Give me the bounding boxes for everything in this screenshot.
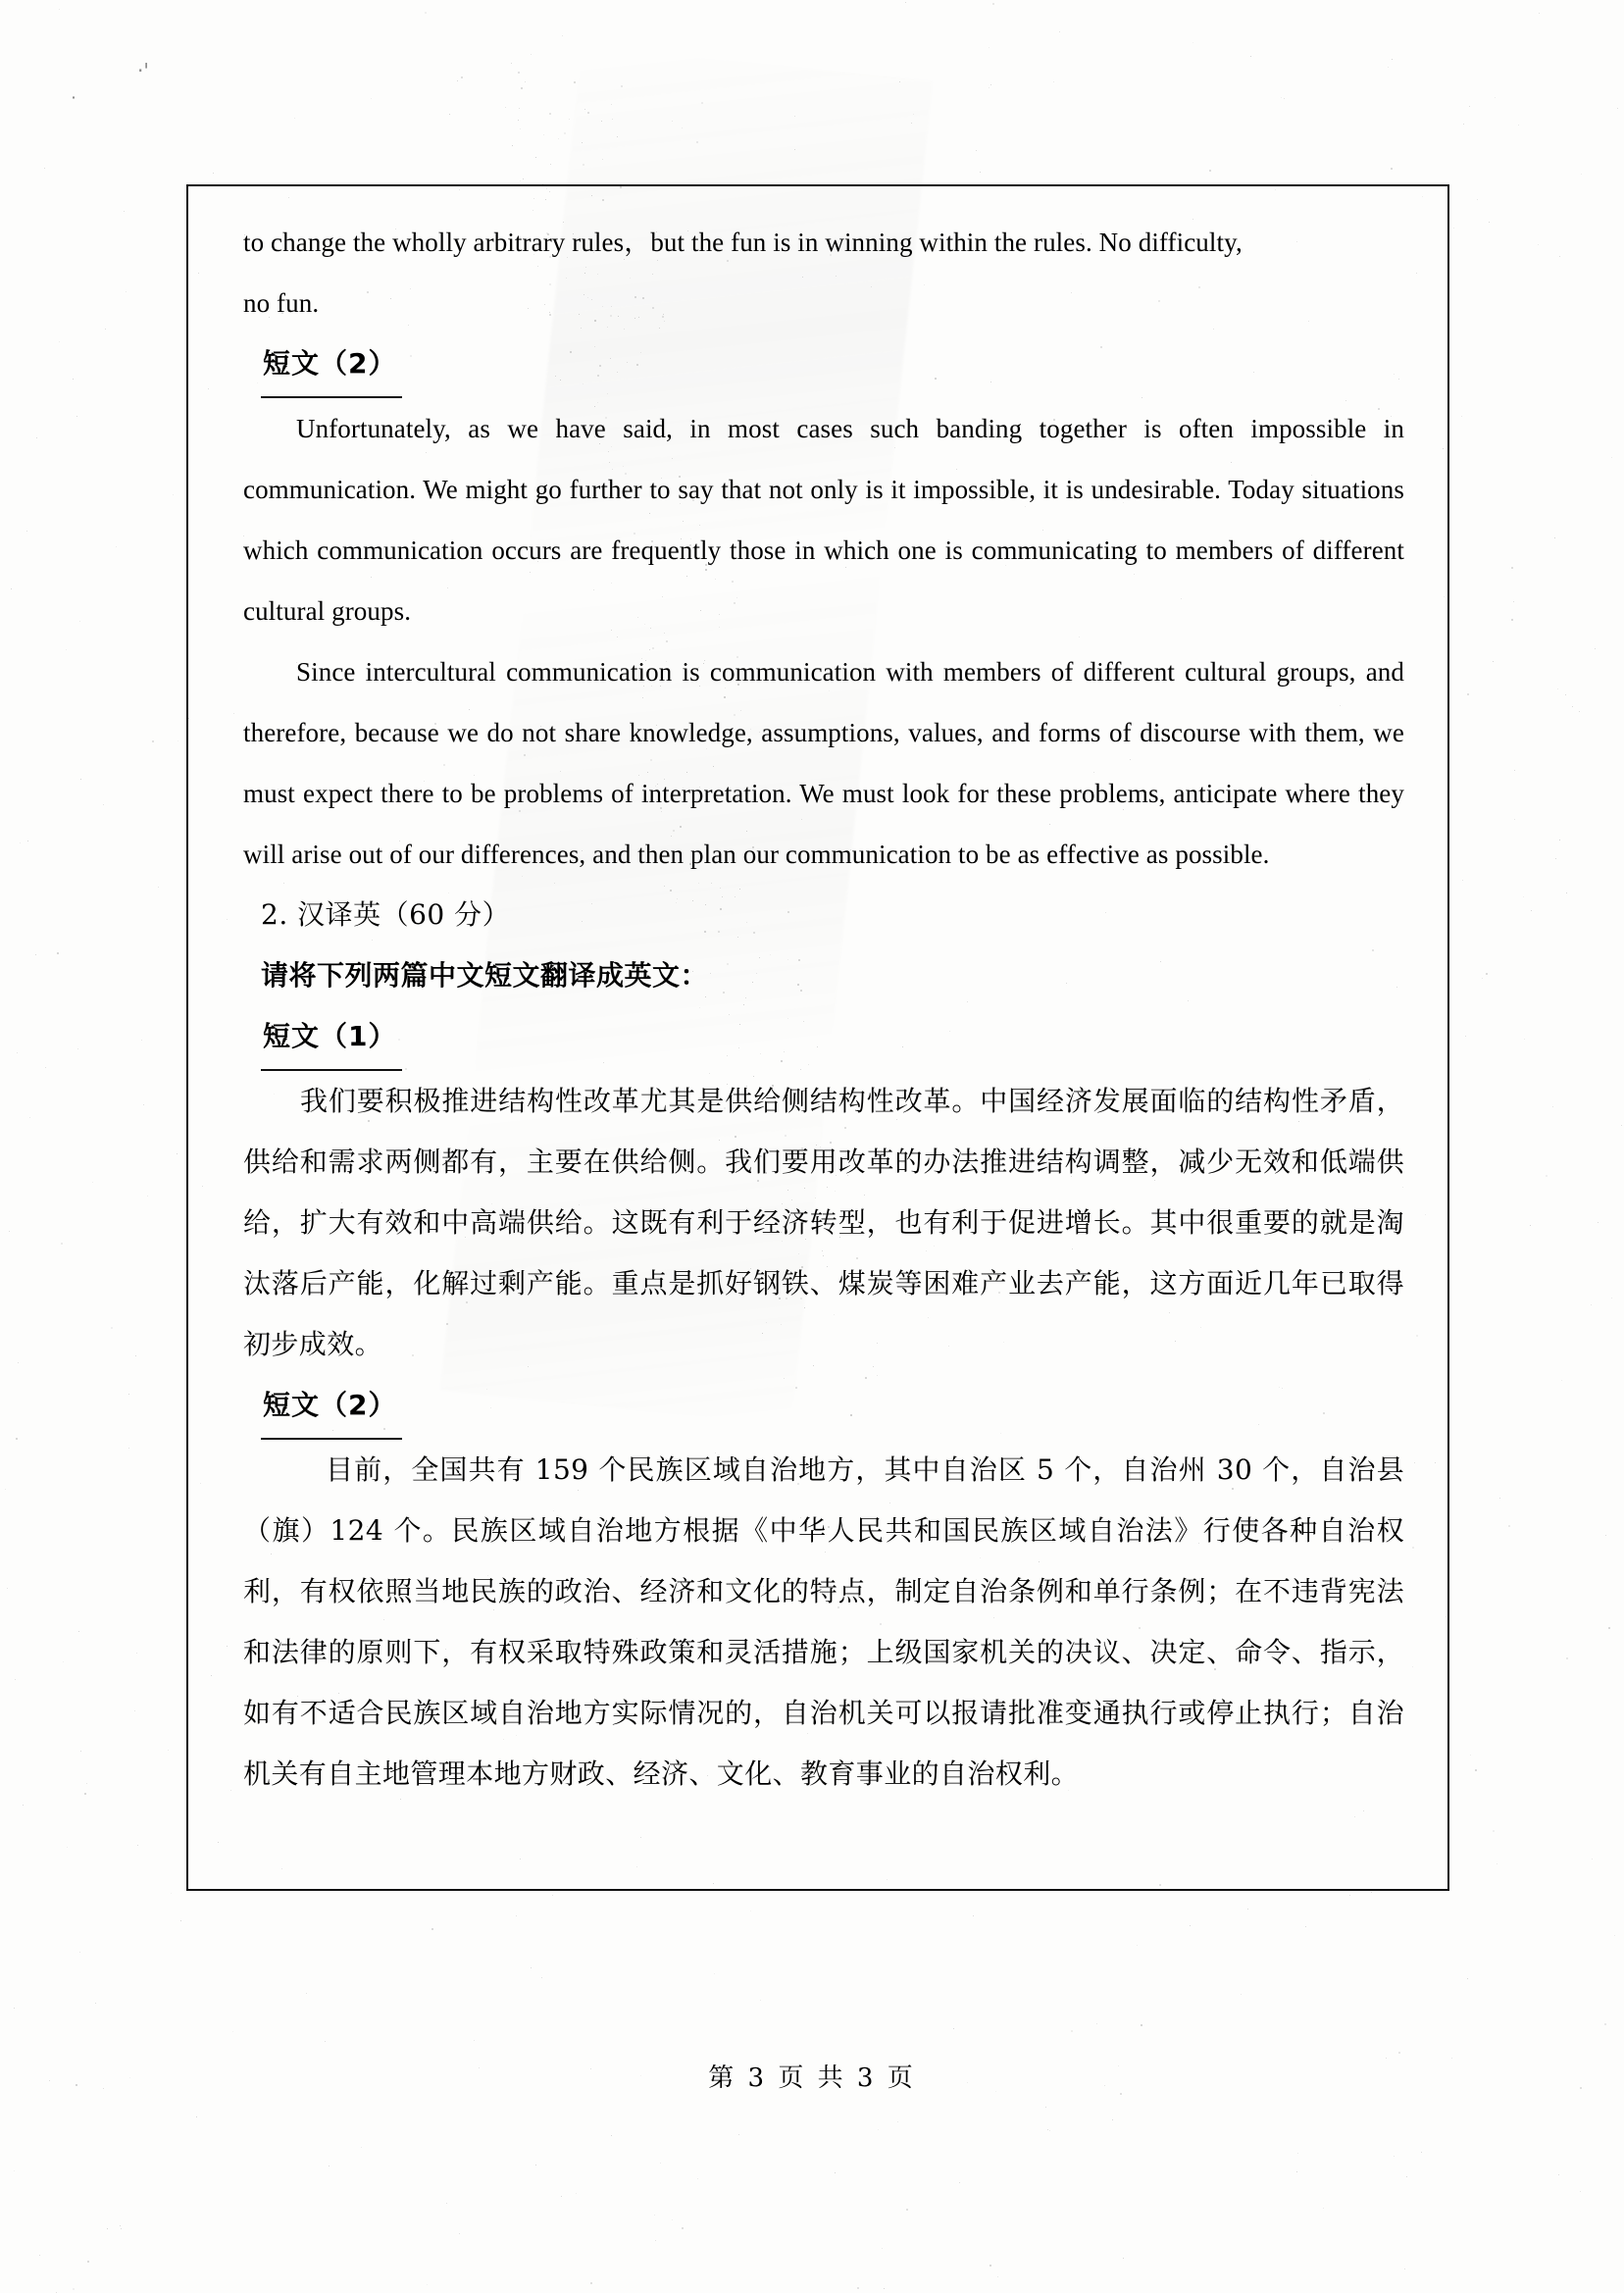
passage-2-label: 短文（2） [261, 333, 402, 398]
english-passage-2-paragraph-2: Since intercultural communication is communication with members of different cultural groups, and therefore, because we do not share knowledge, assumptions, values, and forms of discourse with them, we must expect there to be problems of interpretation. We must look for these problems, anticipate where they will arise out of our differences, and then plan our communication to be as effective as possible. [243, 657, 1404, 869]
margin-speck-2: ˙ [69, 93, 78, 117]
chinese-passage-2-label: 短文（2） [261, 1375, 402, 1440]
task-2-instruction: 请将下列两篇中文短文翻译成英文： [261, 959, 709, 992]
chinese-passage-1-text: 我们要积极推进结构性改革尤其是供给侧结构性改革。中国经济发展面临的结构性矛盾，供给和需求两侧都有，主要在供给侧。我们要用改革的办法推进结构调整，减少无效和低端供给，扩大有效和中高端供给。这既有利于经济转型，也有利于促进增长。其中很重要的就是淘汰落后产能，化解过剩产能。重点是抓好钢铁、煤炭等困难产业去产能，这方面近几年已取得初步成效。 [243, 1085, 1404, 1360]
margin-speck-1: ·' [137, 59, 149, 82]
english-passage-2-paragraph-1: Unfortunately, as we have said, in most cases such banding together is often impossible in communication. We might go further to say that not only is it impossible, it is undesirable. Today situations which communication occurs are frequently those in which one is communicating to members of different cultural groups. [243, 414, 1404, 626]
passage-2-label-row [243, 333, 1404, 398]
english-passage-tail-line-1: to change the wholly arbitrary rules，but the fun is in winning within the rules. No difficulty, [243, 228, 1243, 257]
page-number-label: 第 3 页 共 3 页 [708, 2064, 916, 2093]
exam-content-body [243, 212, 1404, 1805]
chinese-passage-1-label: 短文（1） [261, 1006, 402, 1071]
task-2-heading: 2. 汉译英（60 分） [261, 898, 511, 931]
page-footer [0, 2058, 1624, 2094]
chinese-passage-1-label-row [243, 1006, 1404, 1071]
chinese-passage-2-label-row [243, 1375, 1404, 1440]
english-passage-tail-line-2: no fun. [243, 288, 320, 318]
chinese-passage-2-text: 目前，全国共有 159 个民族区域自治地方，其中自治区 5 个，自治州 30 个，自治县（旗）124 个。民族区域自治地方根据《中华人民共和国民族区域自治法》行使各种自治权利，有权依照当地民族的政治、经济和文化的特点，制定自治条例和单行条例；在不违背宪法和法律的原则下，有权采取特殊政策和灵活措施；上级国家机关的决议、决定、命令、指示，如有不适合民族区域自治地方实际情况的，自治机关可以报请批准变通执行或停止执行；自治机关有自主地管理本地方财政、经济、文化、教育事业的自治权利。 [243, 1453, 1404, 1790]
exam-content-frame [186, 184, 1449, 1891]
